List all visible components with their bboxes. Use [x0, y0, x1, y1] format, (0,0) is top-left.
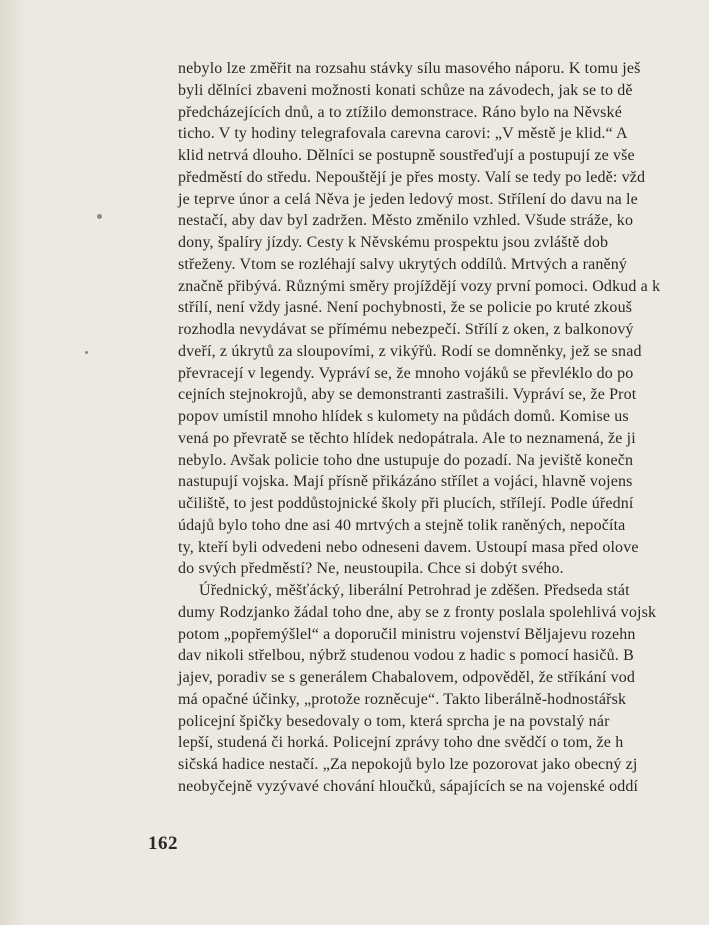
text-line: je teprve únor a celá Něva je jeden ledový most. Střílení do davu na le: [178, 190, 638, 208]
text-line: nebylo. Avšak policie toho dne ustupuje do pozadí. Na jeviště konečn: [178, 451, 634, 469]
text-line: střeženy. Vtom se rozléhají salvy ukrytých oddílů. Mrtvých a raněný: [178, 255, 628, 273]
ink-speck: [85, 351, 88, 354]
text-line: do svých předměstí? Ne, neustoupila. Chce si dobýt svého.: [178, 560, 564, 578]
text-line: dav nikoli střelbou, nýbrž studenou vodou z hadic s pomocí hasičů. B: [178, 647, 634, 665]
text-line: má opačné účinky, „protože rozněcuje“. Takto liberálně-hodnostářsk: [178, 690, 627, 708]
page-number: 162: [148, 833, 178, 854]
scan-edge-shadow: [0, 0, 26, 925]
text-line: střílí, není vždy jasné. Není pochybnosti, že se policie po kruté zkouš: [178, 299, 633, 317]
text-line: nastupují vojska. Mají přísně přikázáno střílet a vojáci, hlavně vojens: [178, 473, 633, 491]
text-line: ty, kteří byli odvedeni nebo odneseni davem. Ustoupí masa před olove: [178, 538, 639, 556]
ink-speck: [97, 214, 102, 219]
text-line: dony, špalíry jízdy. Cesty k Něvskému prospektu jsou zvláště dob: [178, 234, 609, 251]
text-line: předměstí do středu. Nepouštějí je přes mosty. Valí se tedy po ledě: vžd: [178, 168, 646, 186]
text-line: vená po převratě se těchto hlídek nedopátrala. Ale to neznamená, že ji: [178, 429, 636, 447]
text-line: předcházejících dnů, a to ztížilo demonstrace. Ráno bylo na Něvské: [178, 103, 622, 121]
text-line: potom „popřemýšlel“ a doporučil ministru vojenství Běljajevu rozehn: [178, 625, 636, 643]
text-line: sičská hadice nestačí. „Za nepokojů bylo lze pozorovat jako obecný zj: [178, 756, 638, 773]
text-line-paragraph-start: Úřednický, měšťácký, liberální Petrohrad je zděšen. Předseda stát: [199, 582, 630, 599]
text-line: policejní špičky besedovaly o tom, která sprcha je na povstalý nár: [178, 712, 610, 730]
text-line: rozhodla nevydávat se přímému nebezpečí. Střílí z oken, z balkonový: [178, 321, 634, 338]
body-text: [178, 58, 709, 798]
text-line: údajů bylo toho dne asi 40 mrtvých a stejně tolik raněných, nepočíta: [178, 516, 626, 534]
text-line: dumy Rodzjanko žádal toho dne, aby se z fronty poslala spolehlivá vojsk: [178, 603, 657, 621]
text-line: klid netrvá dlouho. Dělníci se postupně soustřeďují a postupují ze vše: [178, 147, 635, 164]
text-line: učiliště, to jest poddůstojnické školy při plucích, střílejí. Podle úřední: [178, 495, 634, 512]
text-line: značně přibývá. Různými směry projíždějí vozy první pomoci. Odkud a k: [178, 277, 661, 295]
text-line: byli dělníci zbaveni možnosti konati schůze na závodech, jak se to dě: [178, 81, 633, 99]
text-line: neobyčejně vyzývavé chování hloučků, sápajících se na vojenské oddí: [178, 777, 639, 795]
text-line: dveří, z úkrytů za sloupovími, z vikýřů. Rodí se domněnky, jež se snad: [178, 342, 642, 360]
text-line: cejních stejnokrojů, aby se demonstranti zastrašili. Vypráví se, že Prot: [178, 386, 637, 404]
text-line: popov umístil mnoho hlídek s kulomety na půdách domů. Komise us: [178, 408, 629, 425]
text-line: jajev, poradiv se s generálem Chabalovem, odpověděl, že stříkání vod: [178, 669, 636, 686]
text-line: převracejí v legendy. Vypráví se, že mnoho vojáků se převléklo do po: [178, 364, 634, 382]
text-line: nebylo lze změřit na rozsahu stávky sílu masového náporu. K tomu ješ: [178, 60, 641, 77]
text-line: nestačí, aby dav byl zadržen. Město změnilo vzhled. Všude stráže, ko: [178, 212, 634, 230]
text-line: lepší, studená či horká. Policejní zprávy toho dne svědčí o tom, že h: [178, 734, 624, 752]
text-line: ticho. V ty hodiny telegrafovala carevna carovi: „V městě je klid.“ A: [178, 125, 628, 143]
